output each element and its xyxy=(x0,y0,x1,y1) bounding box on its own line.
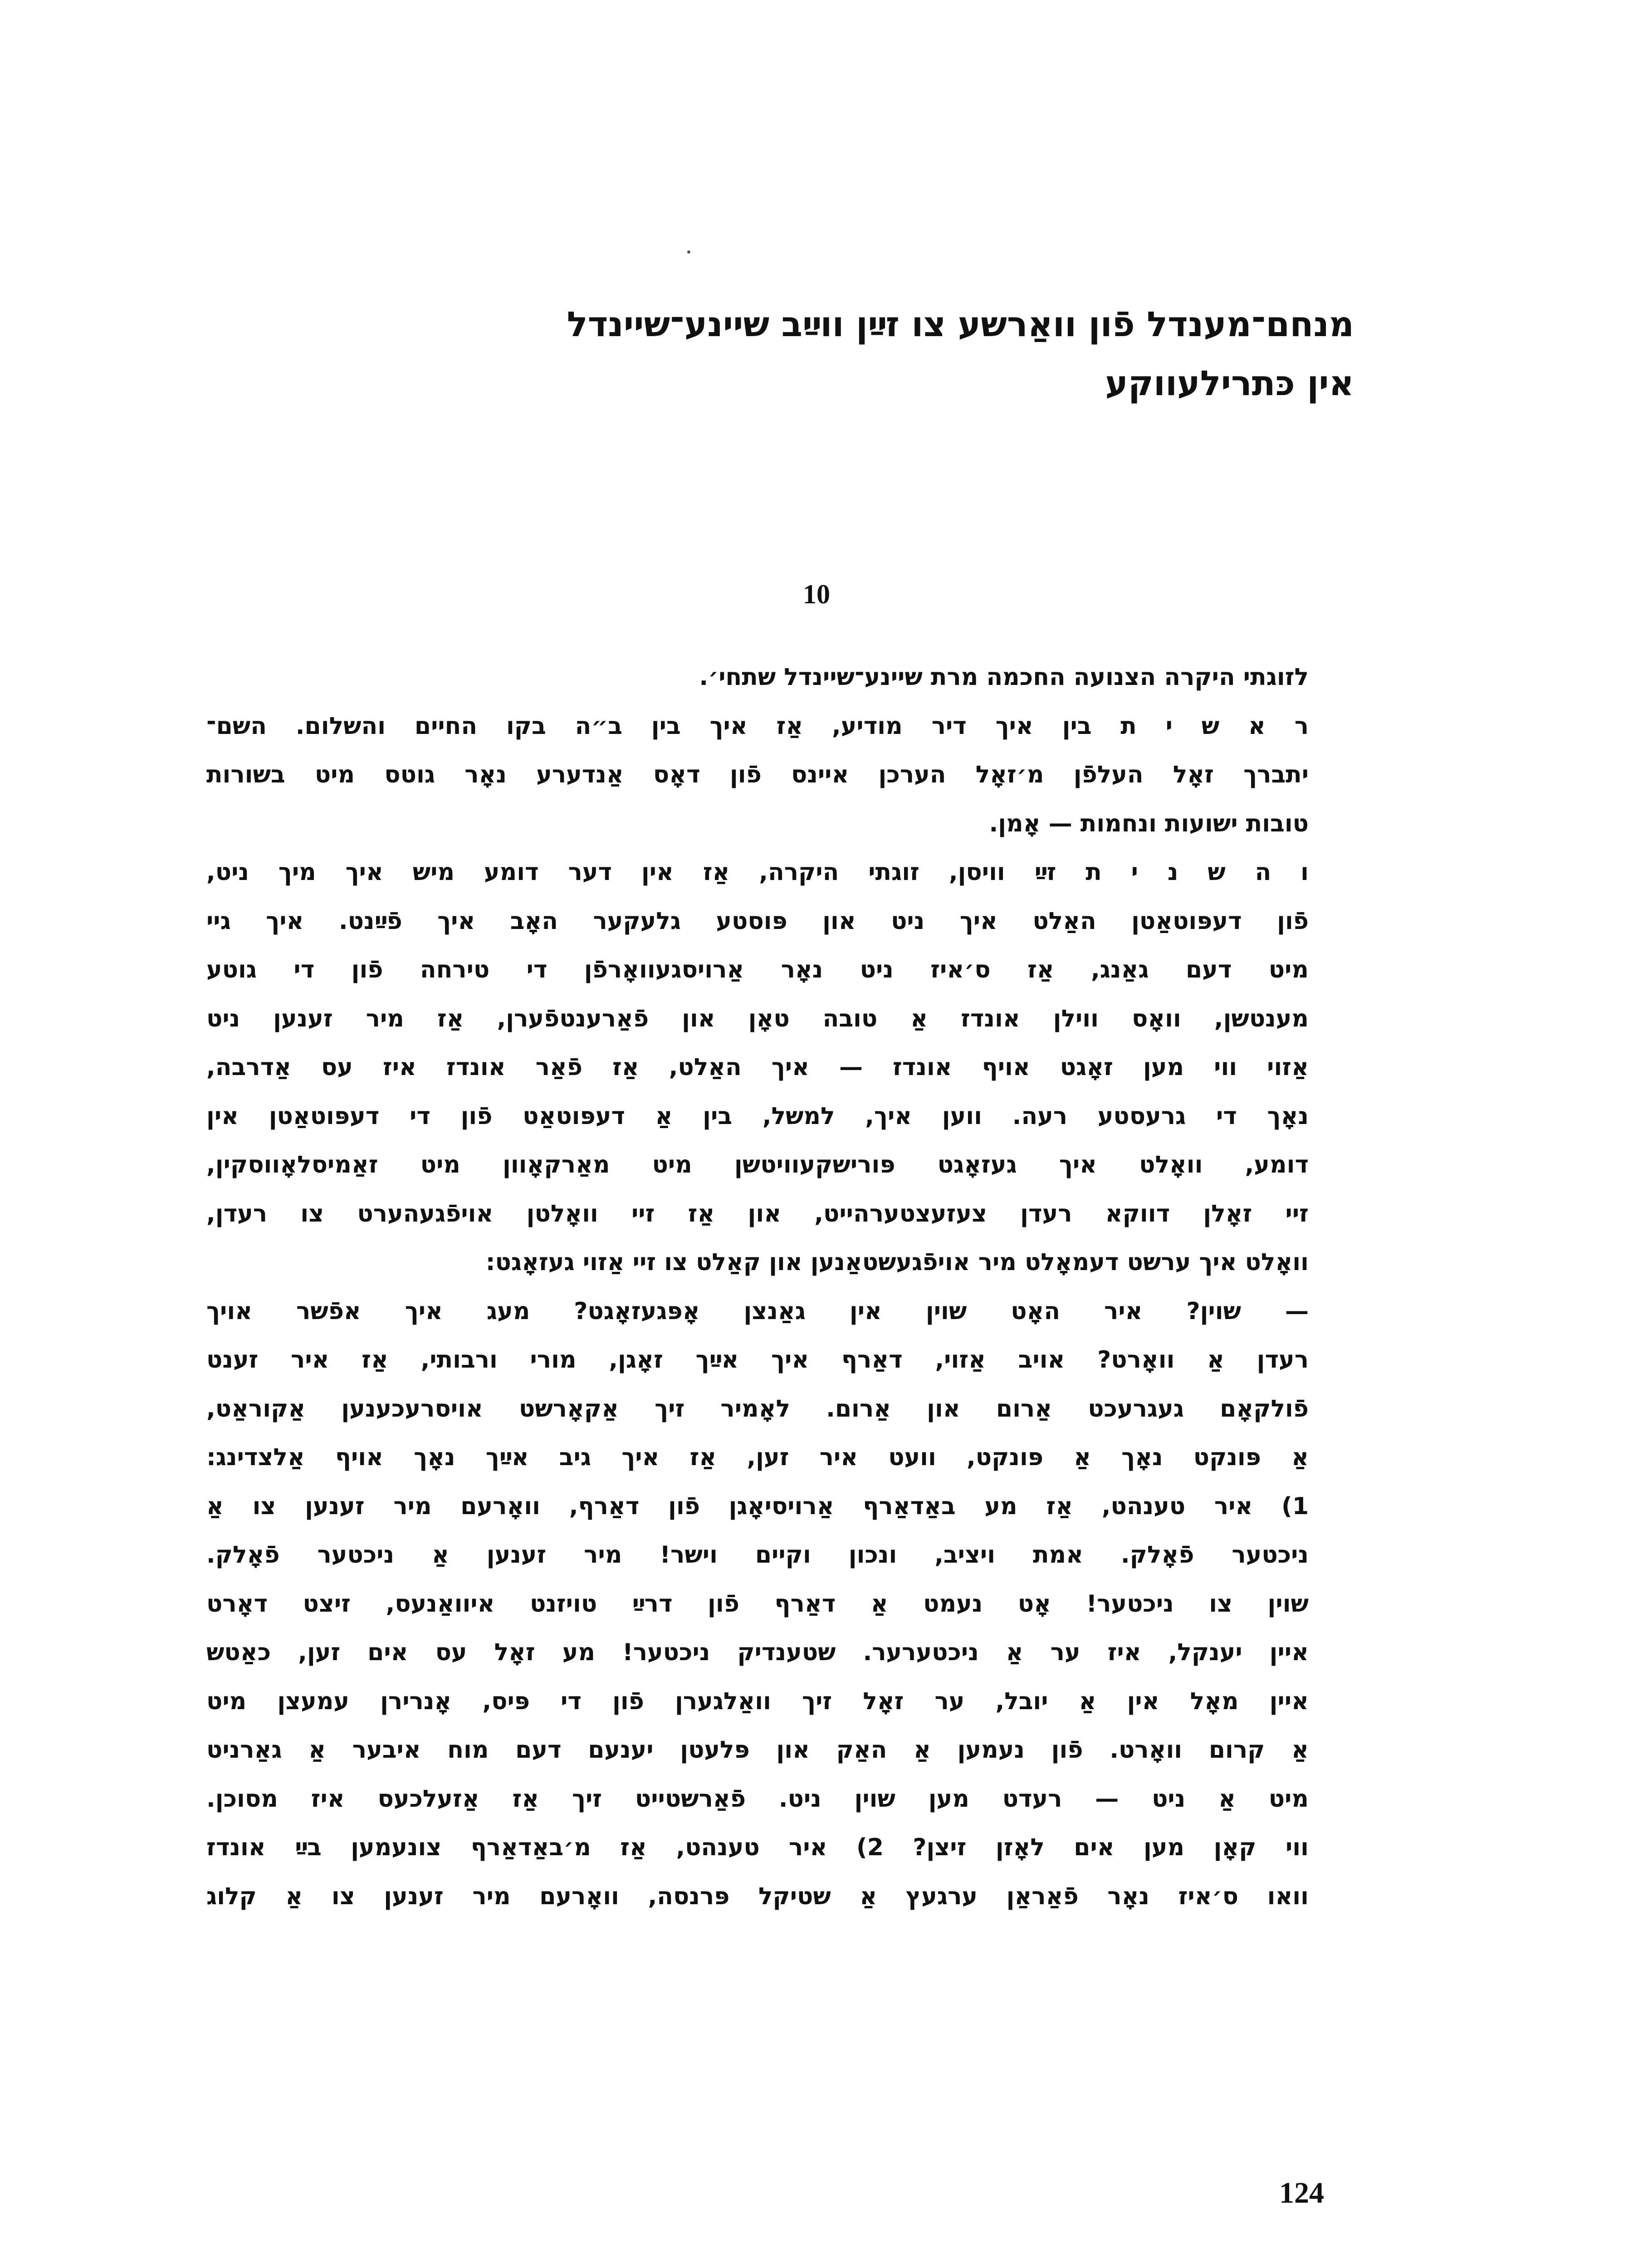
body-line: טובות ישועות ונחמות — אָמן. xyxy=(989,810,1309,837)
page-number: 124 xyxy=(1279,2176,1324,2209)
title-line-1: מנחם־מענדל פֿון וואַרשע צו זײַן ווײַב שיינע־שיינדל xyxy=(567,304,1354,344)
body-line: דומע, וואָלט איך געזאָגט פּורישקעוויטשן מיט מאַרקאָוון מיט זאַמיסלאָווסקין, xyxy=(206,1151,1309,1178)
body-line: וואָלט איך ערשט דעמאָלט מיר אויפֿגעשטאַנען און קאַלט צו זיי אַזוי געזאָגט: xyxy=(485,1249,1309,1276)
body-line: וואו ס׳איז נאָר פֿאַראַן ערגעץ אַ שטיקל פּרנסה, וואָרעם מיר זענען צו אַ קלוג xyxy=(206,1882,1309,1910)
scan-speck xyxy=(687,250,690,254)
body-line: יתברך זאָל העלפֿן מ׳זאָל הערכן איינס פֿון דאָס אַנדערע נאָר גוטס מיט בשורות xyxy=(206,761,1309,788)
chapter-title xyxy=(311,295,1354,413)
body-line: ניכטער פֿאָלק. אמת ויציב, ונכון וקיים וישר! מיר זענען אַ ניכטער פֿאָלק. xyxy=(206,1541,1309,1569)
body-line: ו ה ש נ י ת זײַ וויסן, זוגתי היקרה, אַז אין דער דומע מיש איך מיך ניט, xyxy=(206,859,1309,886)
body-line: פֿולקאָם געגרעכט אַרום און אַרום. לאָמיר זיך אַקאָרשט אויסרעכענען אַקוראַט, xyxy=(206,1395,1309,1422)
body-line: פֿון דעפּוטאַטן האַלט איך ניט און פּוסטע גלעקער האָב איך פֿײַנט. איך גיי xyxy=(206,907,1309,935)
body-line: מיט אַ ניט — רעדט מען שוין ניט. פֿאַרשטייט זיך אַז אַזעלכעס איז מסוכן. xyxy=(206,1785,1309,1813)
body-line: ווי קאָן מען אים לאָזן זיצן? 2) איר טענהט, אַז מ׳באַדאַרף צונעמען בײַ אונדז xyxy=(206,1834,1309,1861)
body-line: זיי זאָלן דווקא רעדן צעזעצטערהייט, און אַז זיי וואָלטן אויפֿגעהערט צו רעדן, xyxy=(206,1200,1309,1227)
body-line: 1) איר טענהט, אַז מע באַדאַרף אַרויסיאָגן פֿון דאַרף, וואָרעם מיר זענען צו אַ xyxy=(206,1492,1309,1520)
body-line: לזוגתי היקרה הצנועה החכמה מרת שיינע־שיינדל שתחי׳. xyxy=(699,664,1309,691)
body-line: ר א ש י ת בין איך דיר מודיע, אַז איך בין ב״ה בקו החיים והשלום. השם־ xyxy=(206,712,1309,740)
body-line: רעדן אַ וואָרט? אויב אַזוי, דאַרף איך אײַך זאָגן, מורי ורבותי, אַז איר זענט xyxy=(206,1346,1309,1374)
body-text xyxy=(206,653,1309,1921)
body-line: — שוין? איר האָט שוין אין גאַנצן אָפּגעזאָגט? מעג איך אפֿשר אויך xyxy=(206,1297,1309,1325)
body-line: אַזוי ווי מען זאָגט אויף אונדז — איך האַלט, אַז פֿאַר אונדז איז עס אַדרבה, xyxy=(206,1054,1309,1081)
body-line: אַ פּונקט נאָך אַ פּונקט, וועט איר זען, אַז איך גיב אײַך נאָך אויף אַלצדינג: xyxy=(206,1444,1309,1471)
body-line: איין מאָל אין אַ יובל, ער זאָל זיך וואַלגערן פֿון די פּיס, אָנרירן עמעצן מיט xyxy=(206,1687,1309,1715)
body-line: שוין צו ניכטער! אָט נעמט אַ דאַרף פֿון דרײַ טויזנט איוואַנעס, זיצט דאָרט xyxy=(206,1590,1309,1618)
title-line-2: אין כּתרילעווקע xyxy=(1105,363,1354,403)
body-line: אַ קרום וואָרט. פֿון נעמען אַ האַק און פּלעטן יענעם דעם מוח איבער אַ גאַרניט xyxy=(206,1736,1309,1764)
chapter-number: 10 xyxy=(803,579,830,609)
body-line: מיט דעם גאַנג, אַז ס׳איז ניט נאָר אַרויסגעוואָרפֿן די טירחה פֿון די גוטע xyxy=(206,956,1309,983)
body-line: איין יענקל, איז ער אַ ניכטערער. שטענדיק ניכטער! מע זאָל עס אים זען, כאַטש xyxy=(206,1639,1309,1666)
body-line: מענטשן, וואָס ווילן אונדז אַ טובה טאָן און פֿאַרענטפֿערן, אַז מיר זענען ניט xyxy=(206,1005,1309,1032)
body-line: נאָך די גרעסטע רעה. ווען איך, למשל, בין אַ דעפּוטאַט פֿון די דעפּוטאַטן אין xyxy=(206,1102,1309,1130)
